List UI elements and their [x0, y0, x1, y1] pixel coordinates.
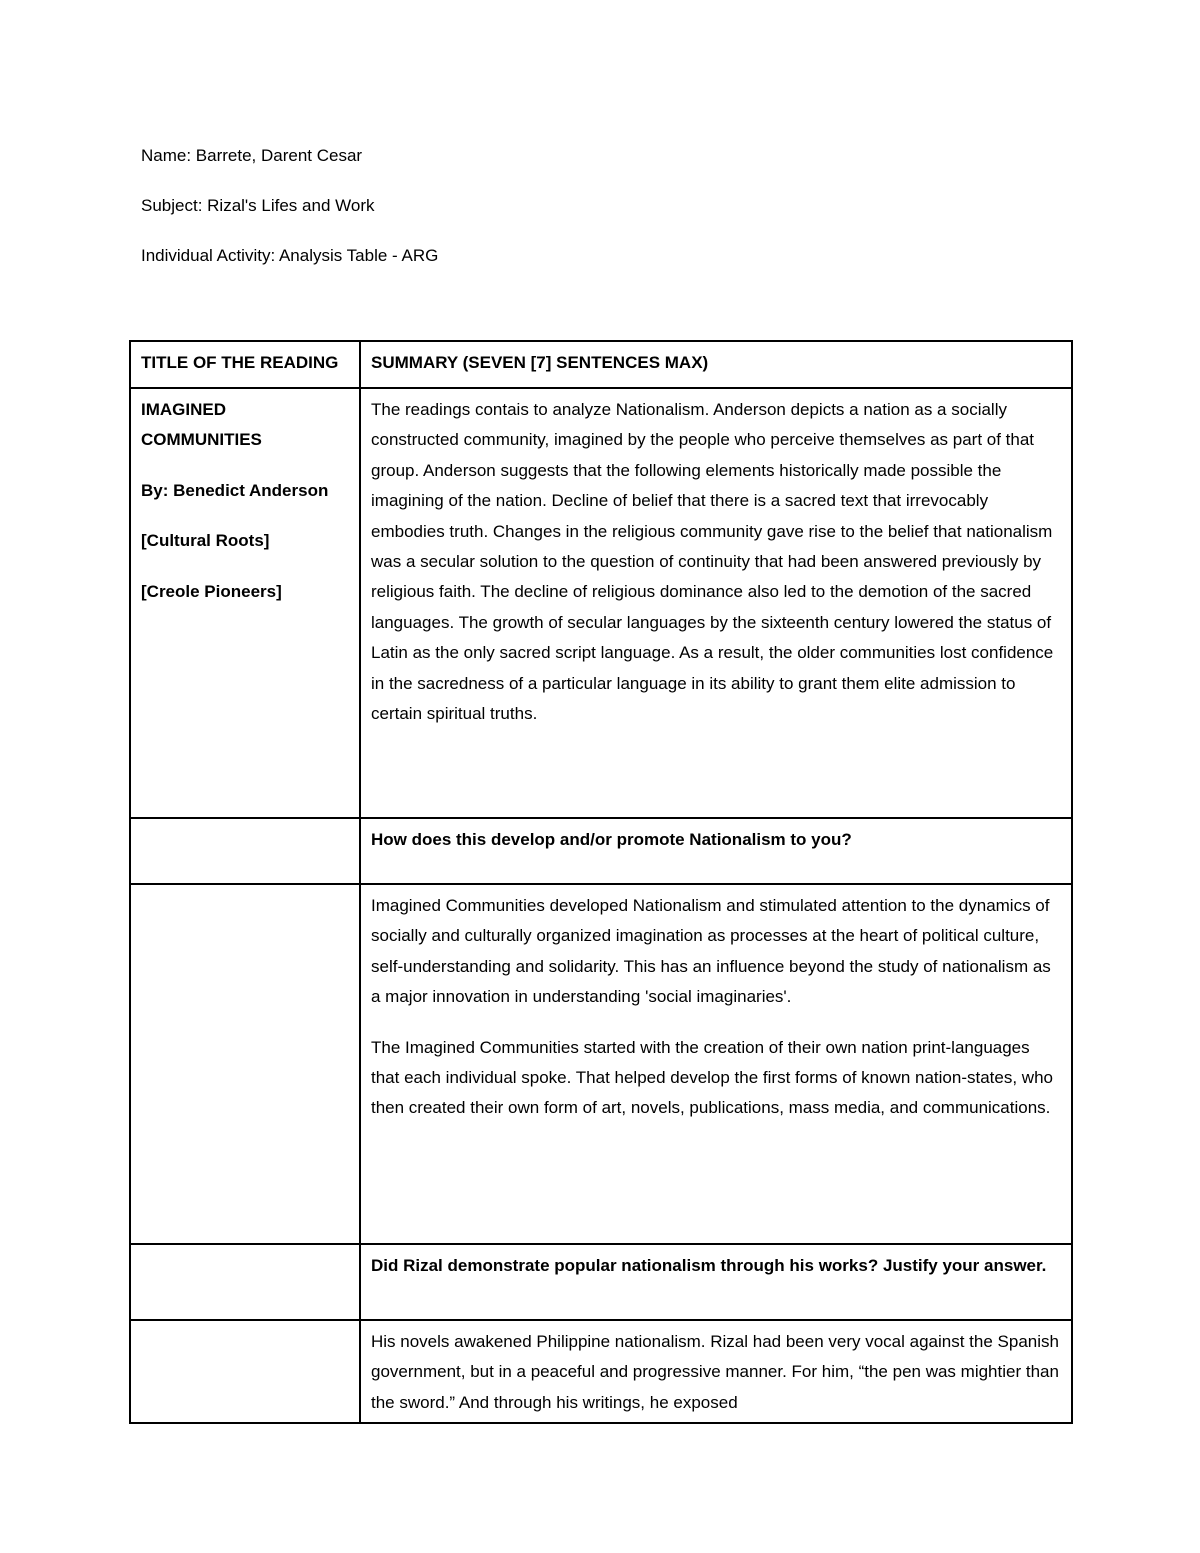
reading-title-line2: COMMUNITIES: [141, 430, 262, 450]
summary-text: The readings contais to analyze Nationalism. Anderson depicts a nation as a socially constructed community, imagined by the people who perceive themselves as part of that group. Anderson suggests that the following elements historically made possible the imagining of the nation. Decline of belief that there is a sacred text that irrevocably embodies truth. Changes in the religious community gave rise to the belief that nationalism was a secular solution to the question of continuity that had been answered previously by religious faith. The decline of religious dominance also led to the demotion of the sacred languages. The growth of secular languages by the sixteenth century lowered the status of Latin as the only sacred script language. As a result, the older communities lost confidence in the sacredness of a particular language in its ability to grant them elite admission to certain spiritual truths.: [371, 400, 1054, 724]
question1-text: How does this develop and/or promote Nationalism to you?: [360, 818, 1072, 884]
analysis-table: [129, 340, 1073, 1424]
answer1-cell: [360, 884, 1072, 1244]
reading-title-cell: [130, 388, 360, 818]
reading-tag-cultural-roots: [Cultural Roots]: [141, 531, 270, 551]
empty-cell: [130, 884, 360, 1244]
col-header-summary: SUMMARY (SEVEN [7] SENTENCES MAX): [360, 341, 1072, 388]
question2-text: Did Rizal demonstrate popular nationalism through his works? Justify your answer.: [360, 1244, 1072, 1320]
empty-cell: [130, 1320, 360, 1423]
summary-cell: [360, 388, 1072, 818]
student-name: Name: Barrete, Darent Cesar: [141, 146, 363, 165]
empty-cell: [130, 818, 360, 884]
activity-line: Individual Activity: Analysis Table - ARG: [141, 246, 439, 265]
answer1-paragraph2: The Imagined Communities started with the creation of their own nation print-languages that each individual spoke. That helped develop the first forms of known nation-states, who then created their own form of art, novels, publications, mass media, and communications.: [371, 1037, 1053, 1118]
question2-row: [130, 1244, 1072, 1320]
empty-cell: [130, 1244, 360, 1320]
table-header-row: [130, 341, 1072, 388]
reading-title-line1: IMAGINED: [141, 400, 226, 419]
col-header-title: TITLE OF THE READING: [130, 341, 360, 388]
answer2-text: His novels awakened Philippine nationalism. Rizal had been very vocal against the Spanish government, but in a peaceful and progressive manner. For him, “the pen was mightier than the sword.” And through his writings, he exposed: [360, 1320, 1072, 1423]
answer1-paragraph1: Imagined Communities developed Nationalism and stimulated attention to the dynamics of socially and culturally organized imagination as processes at the heart of political culture, self-understanding and solidarity. This has an influence beyond the study of nationalism as a major innovation in understanding 'social imaginaries'.: [371, 896, 1051, 1007]
reading-tag-creole-pioneers: [Creole Pioneers]: [141, 581, 282, 601]
answer2-row: [130, 1320, 1072, 1423]
answer1-row: [130, 884, 1072, 1244]
reading-row: [130, 388, 1072, 818]
subject-line: Subject: Rizal's Lifes and Work: [141, 196, 375, 215]
reading-author: By: Benedict Anderson: [141, 480, 329, 500]
question1-row: [130, 818, 1072, 884]
